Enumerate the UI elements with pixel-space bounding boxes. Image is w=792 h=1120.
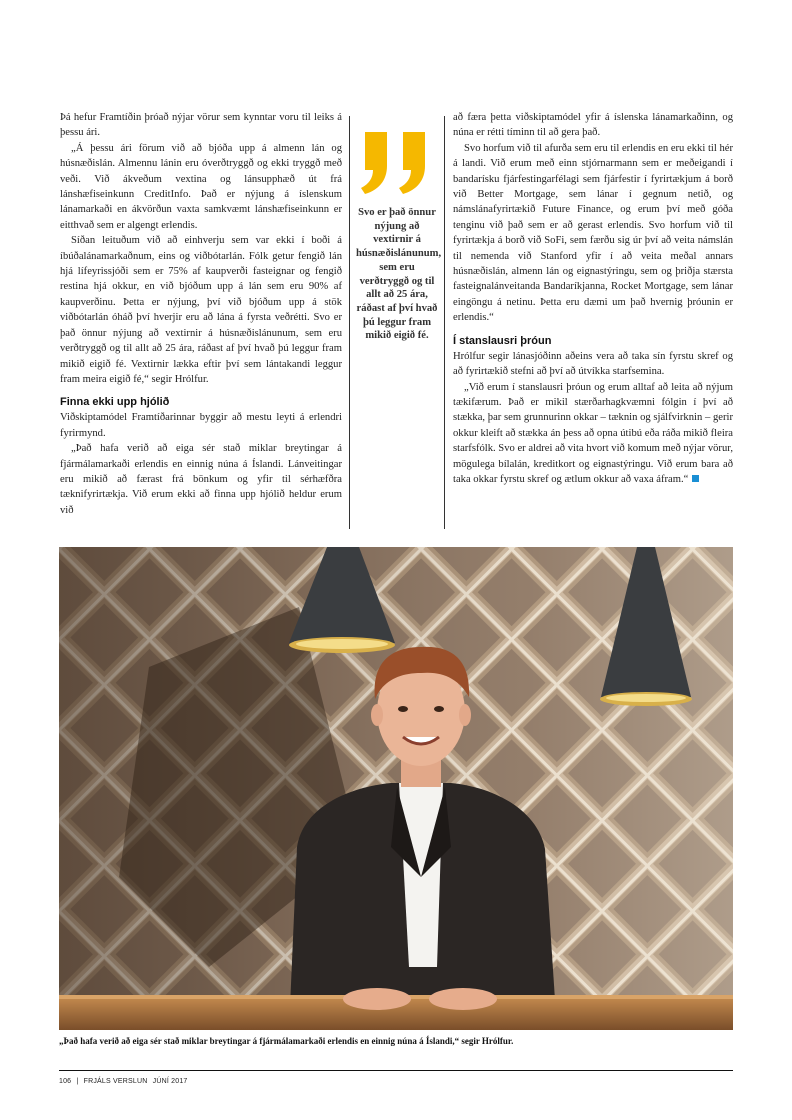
photo-caption: „Það hafa verið að eiga sér stað miklar breytingar á fjármálamarkaði erlendis en einnig núna á Íslandi,“ segir Hrólfur.	[59, 1036, 514, 1046]
left-column	[60, 110, 342, 518]
section-subhead: Í stanslausri þróun	[453, 334, 552, 347]
column-divider	[349, 116, 350, 529]
footer-rule	[59, 1070, 733, 1071]
quotation-mark-icon	[357, 130, 437, 196]
body-paragraph	[453, 380, 733, 488]
publication-name: FRJÁLS VERSLUN	[83, 1078, 148, 1085]
body-paragraph: „Það hafa verið að eiga sér stað miklar breytingar á fjármálamarkaði erlendis en einnig núna á Íslandi. Lánveitingar eru mikið að færast frá bönkum og yfir til sérhæfðra tæknifyrirtækja. Við erum ekki að finna upp hjólið heldur erum við	[60, 443, 342, 516]
right-column	[453, 110, 733, 487]
portrait-photo	[59, 547, 733, 1030]
photo-illustration	[59, 547, 733, 1030]
column-divider	[444, 116, 445, 529]
footer-separator: |	[76, 1078, 79, 1085]
pull-quote-text: Svo er það önnur nýjung að vextirnir á húsnæðislánunum, sem eru verðtryggð og til allt að 25 ára, ráðast af því hvað þú leggur fram mikið eigið fé.	[356, 207, 442, 342]
page-number: 106	[59, 1078, 72, 1085]
section-subhead: Finna ekki upp hjólið	[60, 396, 170, 409]
body-paragraph: Þá hefur Framtíðin þróað nýjar vörur sem kynntar voru til leiks á þessu ári.	[60, 112, 342, 139]
body-paragraph: að færa þetta viðskiptamódel yfir á íslenska lánamarkaðinn, og núna er rétti tíminn til að gera það.	[453, 112, 733, 139]
end-mark-icon	[692, 475, 699, 482]
issue-date: JÚNÍ 2017	[152, 1078, 188, 1085]
body-paragraph: Viðskiptamódel Framtíðarinnar byggir að mestu leyti á erlendri fyrirmynd.	[60, 412, 342, 439]
page-footer	[59, 1078, 191, 1085]
body-paragraph: „Á þessu ári förum við að bjóða upp á almenn lán og húsnæðislán. Almennu lánin eru óverðtryggð og ekki tryggð með veði. Við ákveðum vextina og lánsupphæð út frá lánshæfiseinkunn CreditInfo. Það er nýjung á íslenskum lánamarkaði en ákvörðun vaxta samkvæmt lánshæfiseinkunn er eitthvað sem er algengt erlendis.	[60, 142, 342, 231]
final-paragraph-text: „Við erum í stanslausri þróun og erum alltaf að leita að nýjum tækifærum. Það er mikil stærðarhagkvæmni fólgin í því að stækka, þar sem grunnurinn okkar – tæknin og sjálfvirknin – gerir okkur kleift að stækka án þess að opna útibú eða ráða mikið fleira starfsfólk. Svo er aldrei að vita hvort við komum með nýjar vörur, mögulega bílalán, kreditkort og eignastýringu. Við erum bara að taka okkar fyrstu skref og ætlum okkur að vaxa áfram.“	[453, 381, 733, 485]
body-paragraph: Svo horfum við til afurða sem eru til erlendis en eru ekki til hér á landi. Við erum með einn stjórnarmann sem er meðeigandi í bandarísku fjárfestingarfélagi sem fjárfestir í fyrirtækjum á borð við Better Mortgage, sem lánar í gegnum netið, og námslánafyrirtækið Future Finance, og erum því með góða tenginu við það sem er að gerast erlendis. Svo horfum við til fyrirtækja á borð við SoFi, sem færðu sig úr því að veita námslán til nemenda við Stanford yfir í að veita meðal annars húsnæðislán, almenn lán og eignastýringu, sem og þriðja stærsta fasteignalánveitanda Bandaríkjanna, Rocket Mortgage, sem lánar eingöngu á netinu. Þetta eru dæmi um það hvernig þróunin er erlendis.“	[453, 142, 733, 324]
body-paragraph: Síðan leituðum við að einhverju sem var ekki í boði á íbúðalánamarkaðnum, eins og viðbótarlán. Fólk getur fengið lán hjá lífeyrissjóði sem er 75% af kaupverði fasteignar og fengið restina hjá okkur, en við bjóðum upp á lán sem eru 90% af kaupverðinu. Þetta er nýjung, því við bjóðum upp á stök viðbótarlán óháð því hverjir eru að lána á fyrsta veðrétti. Svo er það önnur nýjung að vextirnir á húsnæðislánunum, sem eru verðtryggð og til allt að 25 ára, ráðast af því hvað þú leggur fram mikið eigið fé. Vextirnir lækka eftir því sem lántakandi leggur fram meira eigið fé,“ segir Hrólfur.	[60, 235, 342, 385]
pull-quote	[356, 130, 442, 343]
body-paragraph: Hrólfur segir lánasjóðinn aðeins vera að taka sín fyrstu skref og að fyrirtækið stefni að því að útvíkka starfsemina.	[453, 350, 733, 378]
